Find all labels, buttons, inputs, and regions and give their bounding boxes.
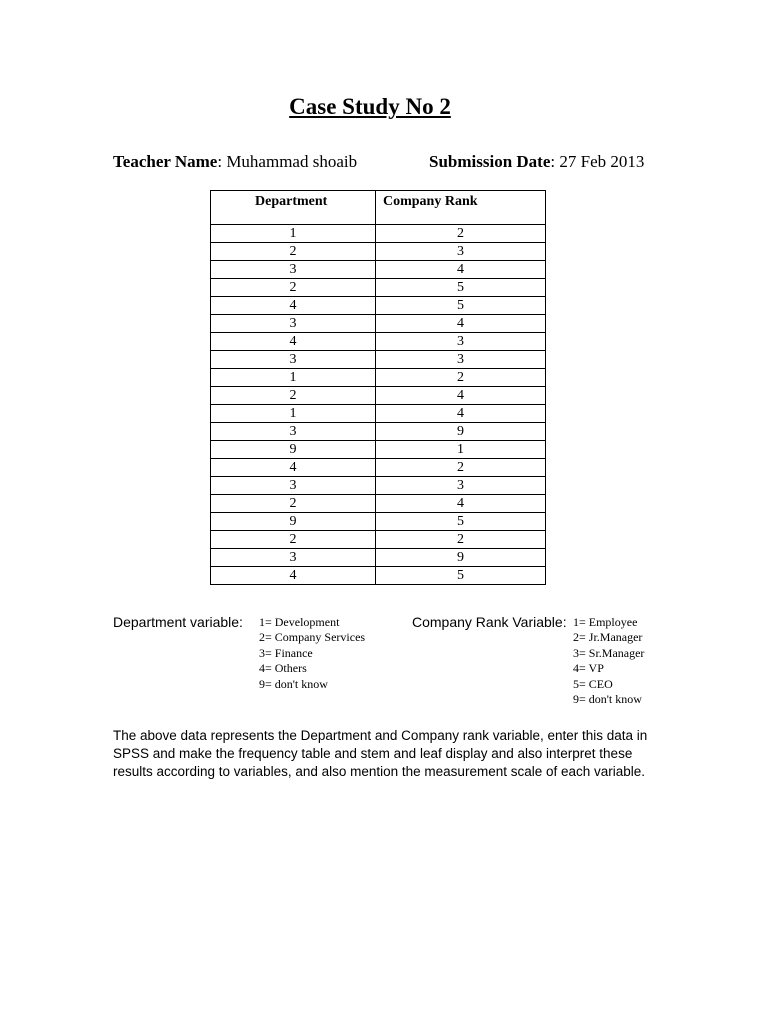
table-row — [211, 279, 546, 297]
rank-legend-title: Company Rank Variable: — [412, 614, 567, 630]
legend-item: 4= VP — [573, 661, 604, 676]
table-row — [211, 513, 546, 531]
cell-department: 1 — [211, 405, 376, 423]
cell-department: 4 — [211, 333, 376, 351]
cell-company-rank: 5 — [376, 567, 546, 585]
cell-company-rank: 4 — [376, 315, 546, 333]
cell-company-rank: 2 — [376, 369, 546, 387]
table-header-row — [211, 191, 546, 225]
legend-item: 2= Jr.Manager — [573, 630, 643, 645]
cell-company-rank: 9 — [376, 549, 546, 567]
header-company-rank: Company Rank — [376, 191, 546, 225]
cell-company-rank: 3 — [376, 477, 546, 495]
cell-department: 3 — [211, 477, 376, 495]
cell-company-rank: 5 — [376, 513, 546, 531]
rank-legend-list — [573, 615, 644, 707]
cell-company-rank: 4 — [376, 495, 546, 513]
table-row — [211, 477, 546, 495]
cell-department: 4 — [211, 459, 376, 477]
cell-company-rank: 3 — [376, 333, 546, 351]
cell-department: 2 — [211, 279, 376, 297]
legend-item: 9= don't know — [573, 692, 642, 707]
cell-department: 1 — [211, 369, 376, 387]
table-row — [211, 495, 546, 513]
table-row — [211, 423, 546, 441]
table-row — [211, 441, 546, 459]
cell-department: 3 — [211, 549, 376, 567]
cell-department: 2 — [211, 531, 376, 549]
cell-department: 4 — [211, 297, 376, 315]
cell-company-rank: 4 — [376, 387, 546, 405]
cell-company-rank: 5 — [376, 279, 546, 297]
legend-item: 2= Company Services — [259, 630, 366, 645]
table-row — [211, 315, 546, 333]
cell-department: 3 — [211, 423, 376, 441]
table-row — [211, 261, 546, 279]
cell-company-rank: 4 — [376, 405, 546, 423]
teacher-name-value: : Muhammad shoaib — [217, 152, 358, 171]
page-title: Case Study No 2 — [289, 94, 451, 119]
cell-department: 3 — [211, 261, 376, 279]
cell-company-rank: 5 — [376, 297, 546, 315]
legend-item: 3= Sr.Manager — [573, 645, 645, 660]
cell-department: 3 — [211, 351, 376, 369]
table-row — [211, 351, 546, 369]
cell-company-rank: 9 — [376, 423, 546, 441]
legend-item: 5= CEO — [573, 676, 613, 691]
instructions-paragraph: The above data represents the Department and Company rank variable, enter this data in SPSS and make the frequency table and stem and leaf display and also interpret these results according to variables, and also mention the measurement scale of each variable. — [113, 728, 648, 779]
table-row — [211, 459, 546, 477]
submission-date-value: : 27 Feb 2013 — [550, 152, 645, 171]
table-body — [211, 225, 546, 585]
table-row — [211, 549, 546, 567]
legend-item: 3= Finance — [259, 645, 313, 660]
cell-department: 9 — [211, 513, 376, 531]
table-row — [211, 567, 546, 585]
legend-item: 1= Development — [259, 615, 340, 629]
table-row — [211, 243, 546, 261]
submission-date — [429, 152, 644, 172]
cell-company-rank: 2 — [376, 531, 546, 549]
cell-company-rank: 3 — [376, 351, 546, 369]
table-row — [211, 531, 546, 549]
table-row — [211, 333, 546, 351]
cell-department: 9 — [211, 441, 376, 459]
table-row — [211, 405, 546, 423]
cell-department: 2 — [211, 495, 376, 513]
cell-company-rank: 4 — [376, 261, 546, 279]
table-row — [211, 297, 546, 315]
cell-department: 2 — [211, 387, 376, 405]
cell-company-rank: 2 — [376, 459, 546, 477]
cell-department: 1 — [211, 225, 376, 243]
table-row — [211, 369, 546, 387]
cell-department: 3 — [211, 315, 376, 333]
legend-item: 1= Employee — [573, 615, 638, 629]
header-department: Department — [211, 191, 376, 225]
legend-item: 9= don't know — [259, 676, 328, 691]
teacher-name — [113, 152, 357, 172]
department-legend-list — [259, 615, 365, 692]
legend-item: 4= Others — [259, 661, 307, 676]
cell-company-rank: 3 — [376, 243, 546, 261]
data-table — [210, 190, 546, 585]
teacher-name-label: Teacher Name — [113, 152, 218, 171]
cell-company-rank: 2 — [376, 225, 546, 243]
table-row — [211, 225, 546, 243]
cell-department: 4 — [211, 567, 376, 585]
department-legend-title: Department variable: — [113, 614, 243, 630]
cell-company-rank: 1 — [376, 441, 546, 459]
submission-date-label: Submission Date — [429, 152, 551, 171]
table-row — [211, 387, 546, 405]
cell-department: 2 — [211, 243, 376, 261]
